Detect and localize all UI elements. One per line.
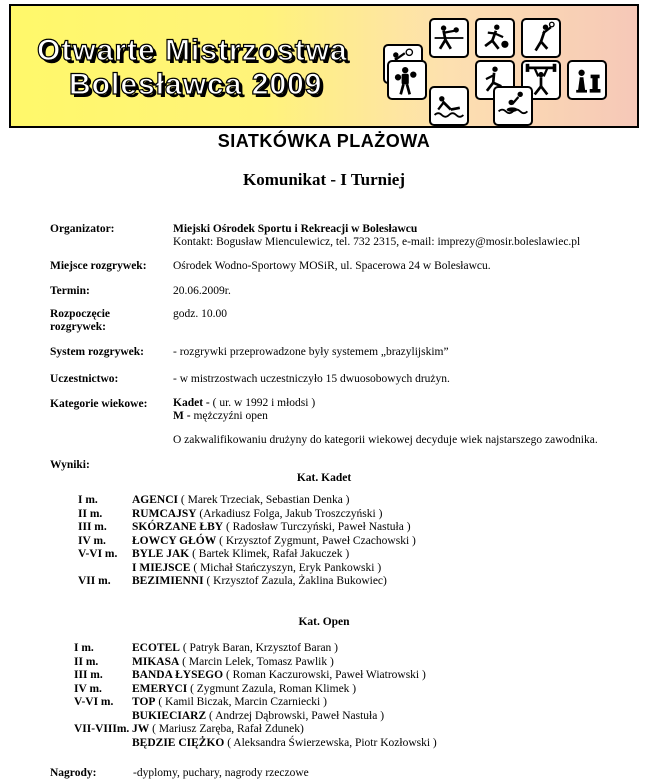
chess-icon [567,60,607,100]
team-players: ( Aleksandra Świerzewska, Piotr Kozłowski ) [224,736,437,749]
category-open-desc: mężczyźni open [190,410,268,422]
organizer-contact: Kontakt: Bogusław Mienculewicz, tel. 732 2315, e-mail: imprezy@mosir.boleslawiec.pl [173,236,581,248]
team-players: (Arkadiusz Folga, Jakub Troszczyński ) [196,507,383,520]
team-name: BEZIMIENNI [132,575,204,587]
result-place: II m. [78,507,103,520]
results-label: Wyniki: [50,459,90,471]
result-team [132,494,350,506]
result-team [132,723,304,735]
team-players: ( Krzysztof Zazula, Żaklina Bukowiec) [203,575,387,587]
category-kadet [173,396,315,410]
kadet-category-title: Kat. Kadet [296,472,352,484]
venue-value: Ośrodek Wodno-Sportowy MOSiR, ul. Spacerowa 24 w Bolesławcu. [173,260,491,272]
participation-label: Uczestnictwo: [50,373,119,385]
result-place: III m. [74,669,103,681]
result-team [132,696,327,708]
start-label-line1: Rozpoczęcie [50,308,111,320]
team-name: I MIEJSCE [132,561,191,574]
result-team [132,656,334,668]
team-name: AGENCI [132,494,179,506]
participation-value: - w mistrzostwach uczestniczyło 15 dwuosobowych drużyn. [173,373,450,385]
team-name: ECOTEL [132,642,180,654]
banner-title-line1: Otwarte Mistrzostwa [37,34,348,67]
team-name: MIKASA [132,655,180,668]
date-value: 20.06.2009r. [173,285,231,297]
result-place: II m. [74,655,99,668]
team-players: ( Mariusz Zaręba, Rafał Zdunek) [149,723,304,735]
team-name: JW [132,723,150,735]
handball-icon [521,18,561,58]
result-team [132,642,338,654]
category-open [173,409,268,423]
team-name: RUMCAJSY [132,507,197,520]
start-label [50,308,110,334]
header-banner [9,4,639,128]
result-place: V-VI m. [74,696,114,708]
venue-label: Miejsce rozgrywek: [50,260,147,272]
result-team [132,562,381,574]
organizer-label: Organizator: [50,223,115,235]
team-name: TOP [132,696,156,708]
running-icon [475,18,515,58]
open-category-title: Kat. Open [298,616,350,628]
team-name: EMERYCI [132,682,188,695]
result-place: III m. [78,521,107,533]
team-name: ŁOWCY GŁÓW [132,534,217,547]
system-value: - rozgrywki przeprowadzone były systemem „brazylijskim” [173,346,449,358]
communique-subtitle: Komunikat - I Turniej [242,170,405,189]
table-tennis-icon [429,18,469,58]
categories-label: Kategorie wiekowe: [50,398,148,410]
team-players: ( Krzysztof Zygmunt, Paweł Czachowski ) [216,534,416,547]
team-players: ( Kamil Biczak, Marcin Czarniecki ) [155,696,327,708]
qualification-note: O zakwalifikowaniu drużyny do kategorii wiekowej decyduje wiek najstarszego zawodnika. [173,434,598,446]
banner-title-line2: Bolesławca 2009 [69,68,323,101]
category-kadet-name: Kadet - [173,397,210,409]
start-label-line2: rozgrywek: [50,321,106,333]
system-label: System rozgrywek: [50,346,144,358]
team-players: ( Marek Trzeciak, Sebastian Denka ) [178,494,350,506]
result-place: IV m. [74,682,102,695]
result-team [132,683,356,695]
boxing-icon [387,60,427,100]
discipline-title: SIATKÓWKA PLAŻOWA [217,131,431,151]
team-players: ( Roman Kaczurowski, Paweł Wiatrowski ) [223,669,426,681]
result-team [132,521,411,533]
result-team [132,669,426,681]
result-team [132,548,349,560]
team-players: ( Marcin Lelek, Tomasz Pawlik ) [179,655,334,668]
result-team [132,508,382,520]
result-place: V-VI m. [78,548,118,560]
result-place: VII-VIIIm. [74,723,130,735]
team-name: BUKIECIARZ [132,709,207,722]
water-polo-icon [493,86,533,126]
team-name: BYLE JAK [132,548,190,560]
swimming-icon [429,86,469,126]
team-players: ( Patryk Baran, Krzysztof Baran ) [179,642,339,654]
team-players: ( Andrzej Dąbrowski, Paweł Nastuła ) [206,709,385,722]
category-kadet-desc: ( ur. w 1992 i młodsi ) [209,397,316,409]
team-name: SKÓRZANE ŁBY [132,521,224,533]
result-team [132,535,416,547]
result-team [132,575,387,587]
result-place: I m. [74,642,94,654]
prizes-value: -dyplomy, puchary, nagrody rzeczowe [133,767,309,779]
result-team [132,737,437,749]
result-place: IV m. [78,534,106,547]
team-players: ( Michał Stańczyszyn, Eryk Pankowski ) [190,561,382,574]
team-players: ( Zygmunt Zazula, Roman Klimek ) [187,682,357,695]
result-team [132,710,384,722]
result-place: VII m. [78,575,111,587]
team-players: ( Radosław Turczyński, Paweł Nastuła ) [223,521,411,533]
team-players: ( Bartek Klimek, Rafał Jakuczek ) [189,548,350,560]
team-name: BANDA ŁYSEGO [132,669,224,681]
team-name: BĘDZIE CIĘŻKO [132,736,225,749]
result-place: I m. [78,494,98,506]
organizer-name: Miejski Ośrodek Sportu i Rekreacji w Bolesławcu [173,223,418,235]
date-label: Termin: [50,285,90,297]
start-value: godz. 10.00 [173,308,227,320]
category-open-name: M - [173,410,191,422]
prizes-label: Nagrody: [50,767,97,779]
